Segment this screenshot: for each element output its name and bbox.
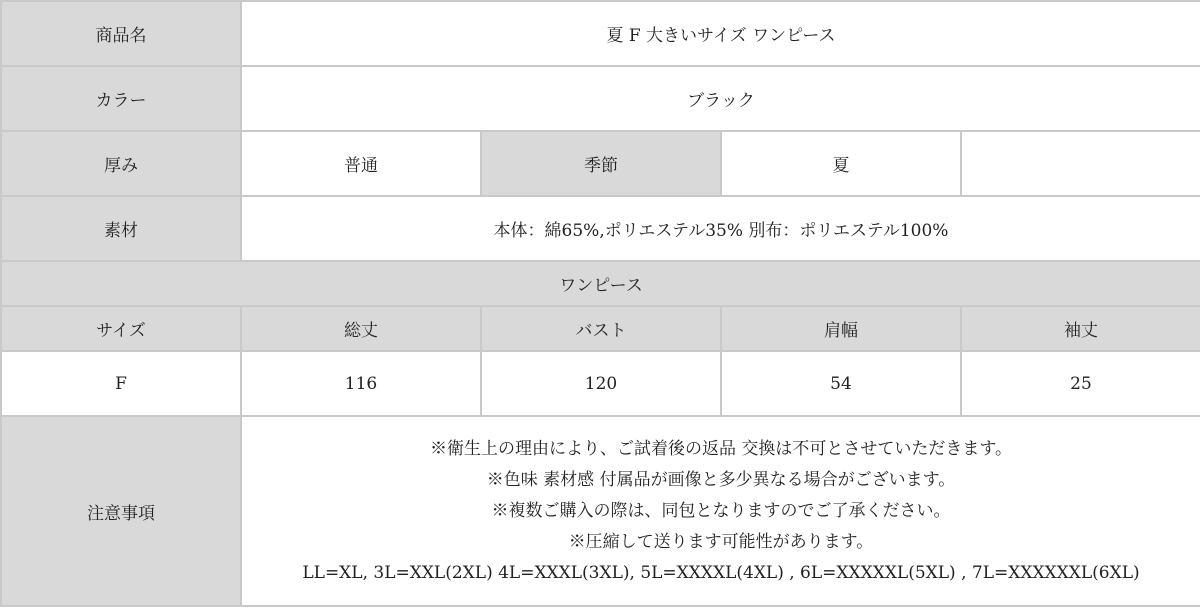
material-label: 素材 — [1, 196, 241, 261]
size-header: サイズ — [1, 306, 241, 351]
bust-header: バスト — [481, 306, 721, 351]
shoulder-width-cell: 54 — [721, 351, 961, 416]
note-line: ※複数ご購入の際は、同包となりますのでご了承ください。 — [491, 500, 951, 521]
product-name-label: 商品名 — [1, 1, 241, 66]
season-value: 夏 — [721, 131, 961, 196]
thickness-row — [1, 131, 1200, 196]
section-title-row — [1, 261, 1200, 306]
product-name-row — [1, 1, 1200, 66]
size-cell: F — [1, 351, 241, 416]
note-line: ※衛生上の理由により、ご試着後の返品 交換は不可とさせていただきます。 — [429, 438, 1013, 459]
section-title: ワンピース — [1, 261, 1200, 306]
note-line: ※色味 素材感 付属品が画像と多少異なる場合がございます。 — [486, 469, 956, 490]
notes-content — [241, 416, 1200, 606]
bust-cell: 120 — [481, 351, 721, 416]
sleeve-length-cell: 25 — [961, 351, 1200, 416]
notes-label: 注意事項 — [1, 416, 241, 606]
notes-row — [1, 416, 1200, 606]
total-length-header: 総丈 — [241, 306, 481, 351]
season-label: 季節 — [481, 131, 721, 196]
size-header-row — [1, 306, 1200, 351]
shoulder-width-header: 肩幅 — [721, 306, 961, 351]
table-row — [1, 351, 1200, 416]
material-value: 本体：綿65%,ポリエステル35% 別布：ポリエステル100% — [241, 196, 1200, 261]
thickness-label: 厚み — [1, 131, 241, 196]
empty-cell — [961, 131, 1200, 196]
color-label: カラー — [1, 66, 241, 131]
note-line: ※圧縮して送ります可能性があります。 — [568, 531, 874, 552]
sleeve-length-header: 袖丈 — [961, 306, 1200, 351]
thickness-value: 普通 — [241, 131, 481, 196]
color-row — [1, 66, 1200, 131]
product-name-value: 夏 F 大きいサイズ ワンピース — [241, 1, 1200, 66]
total-length-cell: 116 — [241, 351, 481, 416]
material-row — [1, 196, 1200, 261]
size-conversion-line: LL=XL, 3L=XXL(2XL) 4L=XXXL(3XL), 5L=XXXXL(4XL) , 6L=XXXXXL(5XL) , 7L=XXXXXXL(6XL) — [302, 562, 1140, 583]
color-value: ブラック — [241, 66, 1200, 131]
